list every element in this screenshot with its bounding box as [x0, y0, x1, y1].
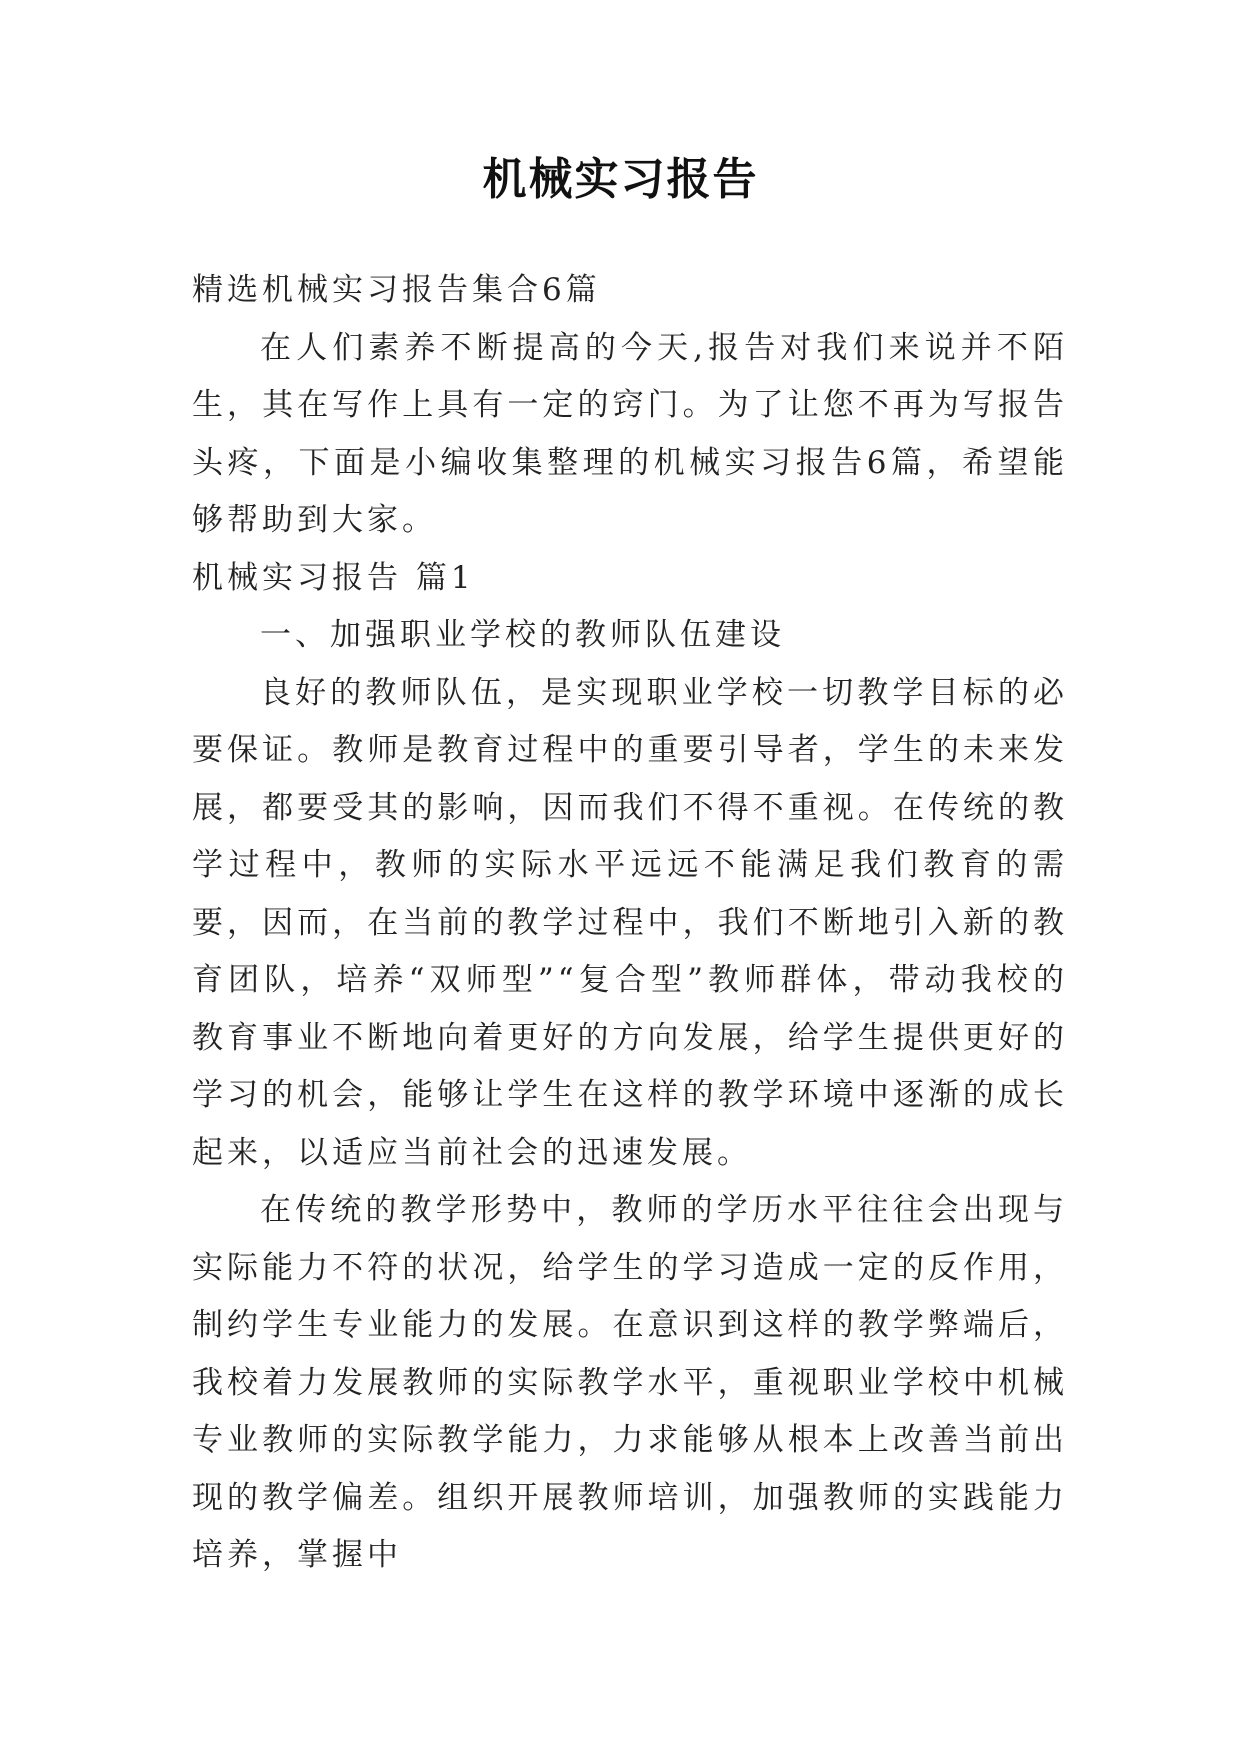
section-heading: 机械实习报告 篇1: [192, 559, 475, 596]
intro-paragraph: 在人们素养不断提高的今天,报告对我们来说并不陌生，其在写作上具有一定的窍门。为了让您不再为写报告头疼，下面是小编收集整理的机械实习报告6篇，希望能够帮助到大家。: [192, 329, 1068, 538]
subsection-heading: 一、加强职业学校的教师队伍建设: [260, 617, 785, 653]
document-title: 机械实习报告: [482, 154, 759, 205]
body-paragraph: 在传统的教学形势中，教师的学历水平往往会出现与实际能力不符的状况，给学生的学习造成一定的反作用，制约学生专业能力的发展。在意识到这样的教学弊端后，我校着力发展教师的实际教学水平，重视职业学校中机械专业教师的实际教学能力，力求能够从根本上改善当前出现的教学偏差。组织开展教师培训，加强教师的实践能力培养，掌握中: [192, 1192, 1068, 1573]
document-body: [192, 262, 1068, 1585]
subtitle-line: 精选机械实习报告集合6篇: [192, 272, 601, 308]
body-paragraph: 良好的教师队伍，是实现职业学校一切教学目标的必要保证。教师是教育过程中的重要引导者，学生的未来发展，都要受其的影响，因而我们不得不重视。在传统的教学过程中，教师的实际水平远远不能满足我们教育的需要，因而，在当前的教学过程中，我们不断地引入新的教育团队，培养“双师型”“复合型”教师群体，带动我校的教育事业不断地向着更好的方向发展，给学生提供更好的学习的机会，能够让学生在这样的教学环境中逐渐的成长起来，以适应当前社会的迅速发展。: [192, 674, 1068, 1171]
